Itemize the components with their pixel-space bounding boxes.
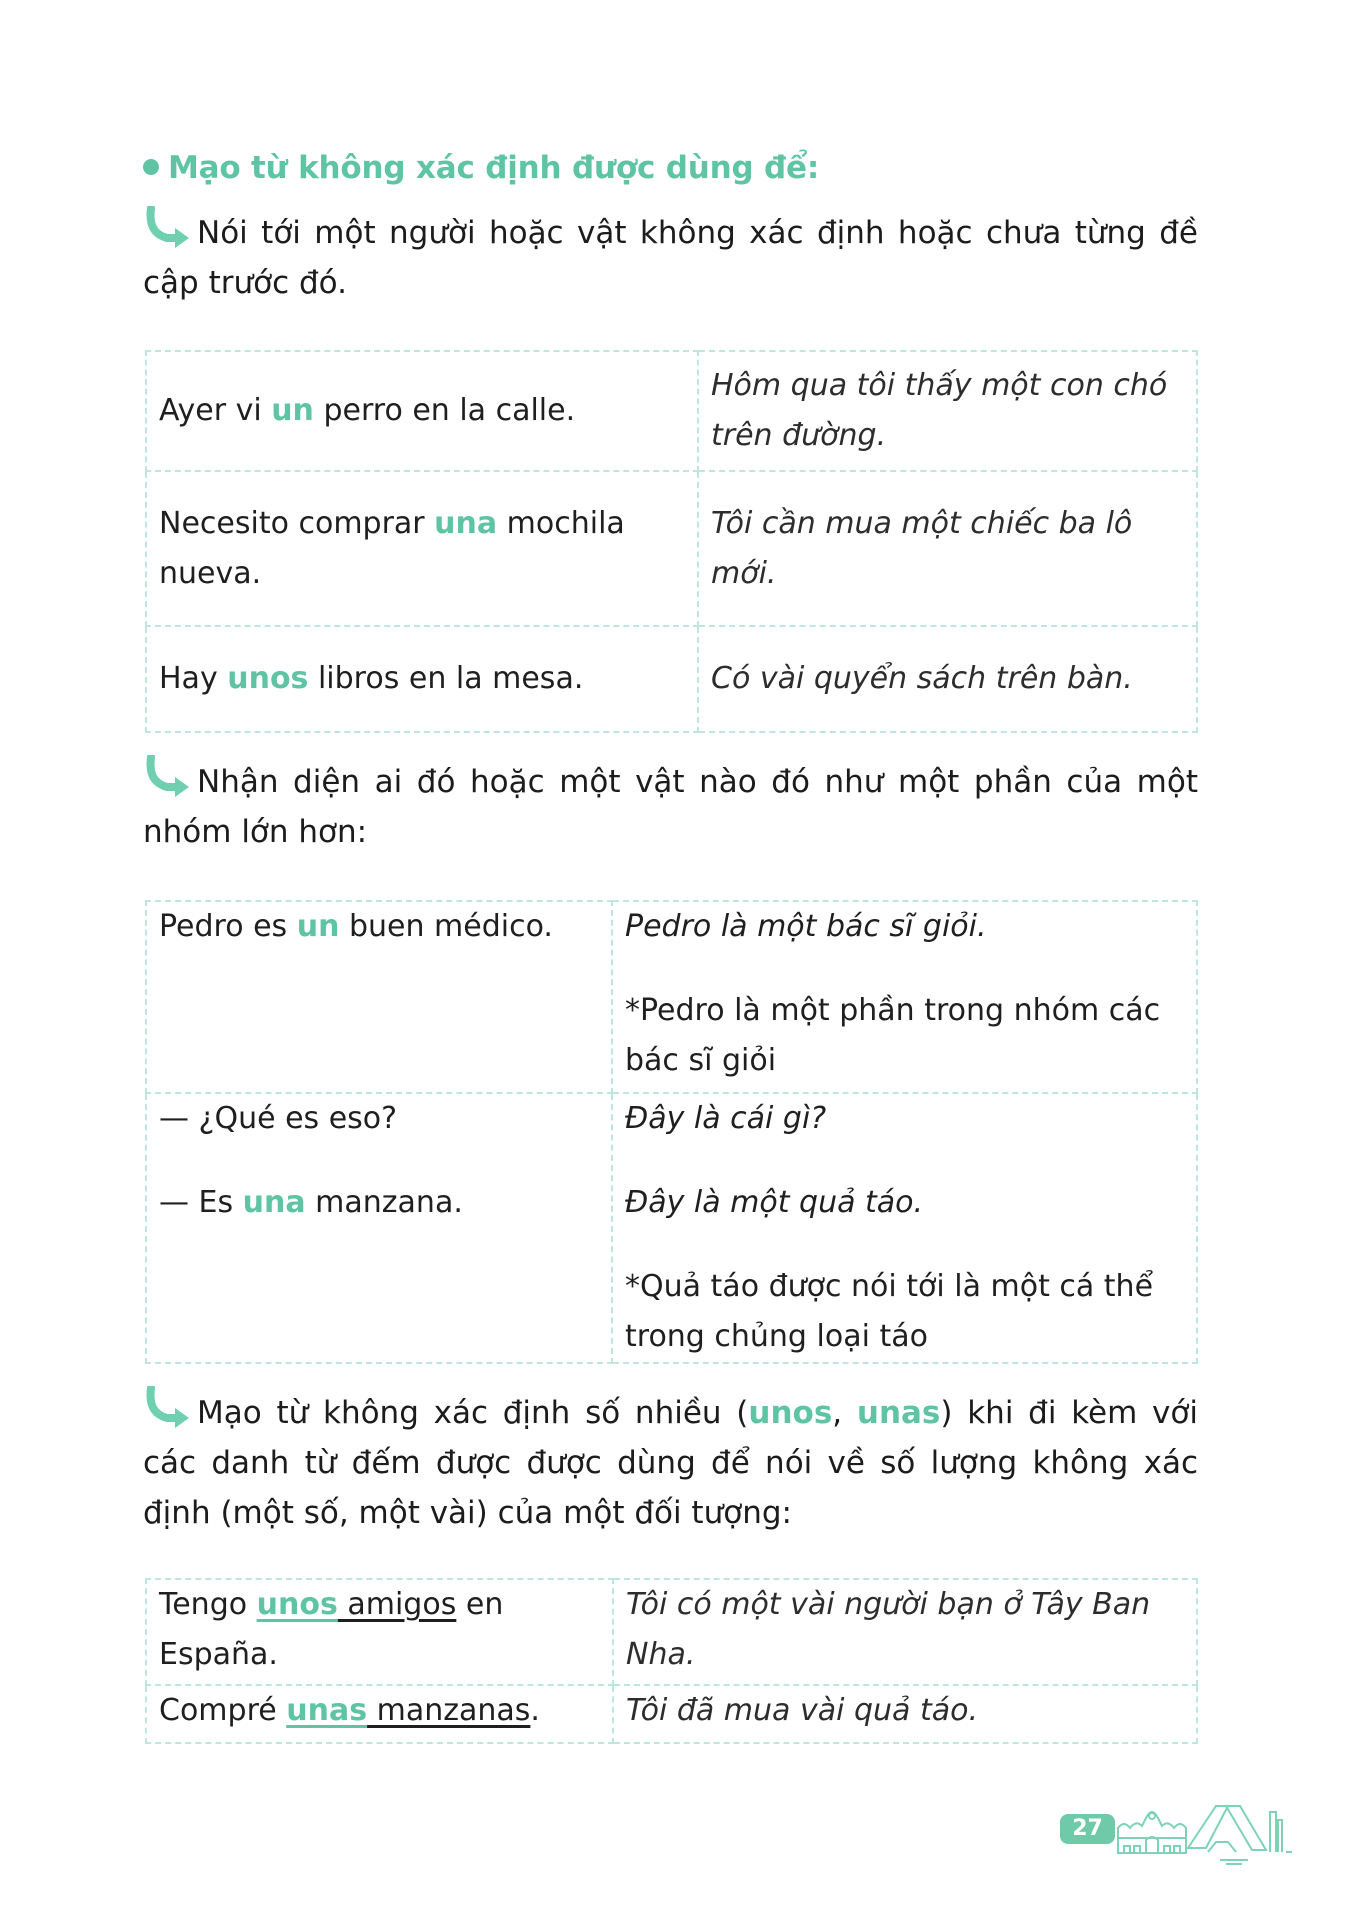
vietnamese-cell: Tôi có một vài người bạn ở Tây Ban Nha.	[613, 1579, 1197, 1685]
section-3-intro: Mạo từ không xác định số nhiều (unos, unas) khi đi kèm với các danh từ đếm được được dùng để nói về số lượng không xác định (một số, một vài) của một đối tượng:	[143, 1388, 1198, 1538]
vietnamese-cell: Hôm qua tôi thấy một con chó trên đường.	[698, 351, 1197, 471]
spanish-cell: Pedro es un buen médico.	[146, 901, 612, 1093]
curved-arrow-icon	[143, 755, 195, 799]
vietnamese-cell: Có vài quyển sách trên bàn.	[698, 626, 1197, 732]
explanation-note: *Pedro là một phần trong nhóm các bác sĩ giỏi	[625, 993, 1161, 1078]
spanish-cell: Tengo unos amigos en España.	[146, 1579, 613, 1685]
vietnamese-cell: Tôi đã mua vài quả táo.	[613, 1685, 1197, 1743]
vietnamese-cell: Đây là cái gì? Đây là một quả táo. *Quả táo được nói tới là một cá thể trong chủng loại táo	[612, 1093, 1197, 1363]
section-1-intro: Nói tới một người hoặc vật không xác định hoặc chưa từng đề cập trước đó.	[143, 208, 1198, 308]
spanish-cell: Hay unos libros en la mesa.	[146, 626, 698, 732]
table-row	[146, 626, 1197, 732]
vietnamese-cell: Tôi cần mua một chiếc ba lô mới.	[698, 471, 1197, 626]
spanish-cell: Ayer vi un perro en la calle.	[146, 351, 698, 471]
examples-table-1	[145, 350, 1198, 733]
section-heading: Mạo từ không xác định được dùng để:	[143, 150, 819, 186]
table-row	[146, 351, 1197, 471]
section-2-intro: Nhận diện ai đó hoặc một vật nào đó như một phần của một nhóm lớn hơn:	[143, 757, 1198, 857]
page-number: 27	[1060, 1814, 1115, 1844]
spanish-cell: Compré unas manzanas.	[146, 1685, 613, 1743]
table-row	[146, 1579, 1197, 1685]
examples-table-2	[145, 900, 1198, 1364]
spanish-cell: — ¿Qué es eso? — Es una manzana.	[146, 1093, 612, 1363]
city-skyline-icon	[1116, 1798, 1355, 1868]
explanation-note: *Quả táo được nói tới là một cá thể trong chủng loại táo	[625, 1269, 1154, 1354]
curved-arrow-icon	[143, 206, 195, 250]
table-row	[146, 1093, 1197, 1363]
curved-arrow-icon	[143, 1386, 195, 1430]
table-row	[146, 471, 1197, 626]
vietnamese-cell: Pedro là một bác sĩ giỏi. *Pedro là một phần trong nhóm các bác sĩ giỏi	[612, 901, 1197, 1093]
table-row	[146, 1685, 1197, 1743]
bullet-dot-icon	[143, 159, 159, 175]
spanish-cell: Necesito comprar una mochila nueva.	[146, 471, 698, 626]
examples-table-3	[145, 1578, 1198, 1744]
table-row	[146, 901, 1197, 1093]
